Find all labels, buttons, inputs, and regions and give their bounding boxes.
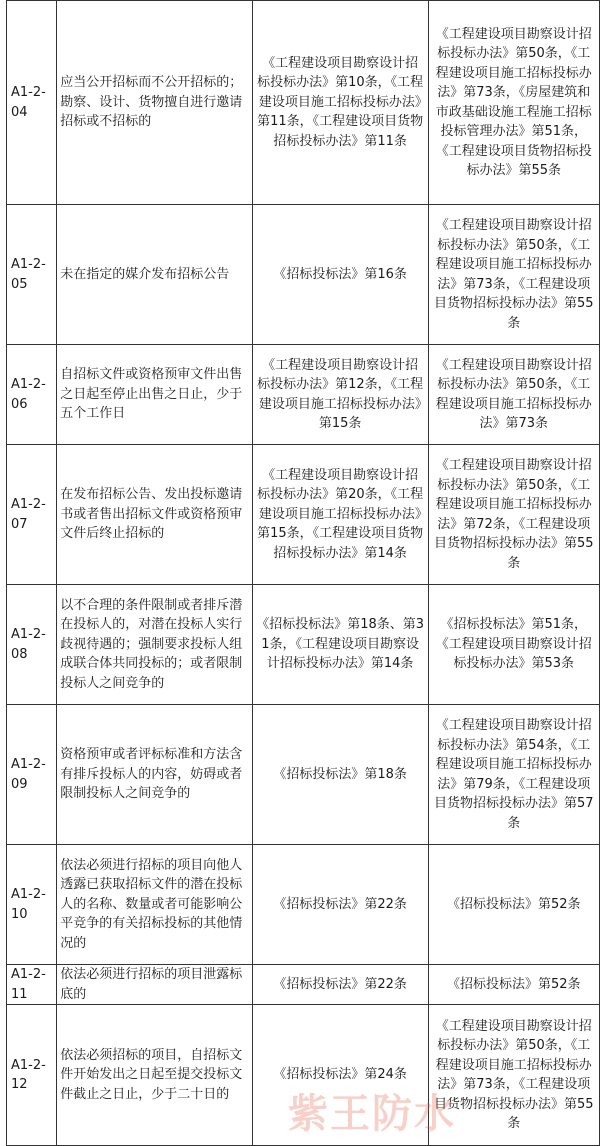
- row-code: A1-2-06: [7, 345, 57, 445]
- row-code: A1-2-05: [7, 205, 57, 345]
- row-description: 依法必须进行招标的项目向他人透露已获取招标文件的潜在投标人的名称、数量或者可能影响公平竞争的有关招标投标的其他情况的: [57, 845, 252, 965]
- row-code: A1-2-07: [7, 445, 57, 585]
- row-penalty-law: 《招标投标法》第52条: [428, 845, 599, 965]
- row-penalty-law: 《工程建设项目勘察设计招标投标办法》第50条，《工程建设项目施工招标投标办法》第73条，《工程建设项目货物招标投标办法》第55条: [428, 205, 599, 345]
- row-code: A1-2-10: [7, 845, 57, 965]
- row-basis-law: 《招标投标法》第18条、第31条，《工程建设项目勘察设计招标投标办法》第14条: [252, 585, 428, 705]
- row-code: A1-2-04: [7, 1, 57, 205]
- row-basis-law: 《招标投标法》第16条: [252, 205, 428, 345]
- row-basis-law: 《工程建设项目勘察设计招标投标办法》第20条，《工程建设项目施工招标投标办法》第15条，《工程建设项目货物招标投标办法》第14条: [252, 445, 428, 585]
- row-basis-law: 《工程建设项目勘察设计招标投标办法》第10条，《工程建设项目施工招标投标办法》第11条，《工程建设项目货物招标投标办法》第11条: [252, 1, 428, 205]
- row-description: 自招标文件或资格预审文件出售之日起至停止出售之日止，少于五个工作日: [57, 345, 252, 445]
- table-row: [7, 205, 600, 345]
- row-code: A1-2-11: [7, 965, 57, 1005]
- table-row: [7, 965, 600, 1005]
- row-penalty-law: 《工程建设项目勘察设计招标投标办法》第50条，《工程建设项目施工招标投标办法》第73条，《工程建设项目货物招标投标办法》第55条: [428, 1005, 599, 1146]
- regulation-table: [6, 0, 600, 1146]
- row-basis-law: 《招标投标法》第22条: [252, 845, 428, 965]
- row-description: 资格预审或者评标标准和方法含有排斥投标人的内容，妨碍或者限制投标人之间竞争的: [57, 705, 252, 845]
- table-row: [7, 345, 600, 445]
- row-code: A1-2-08: [7, 585, 57, 705]
- row-penalty-law: 《工程建设项目勘察设计招标投标办法》第50条，《工程建设项目施工招标投标办法》第73条: [428, 345, 599, 445]
- row-description: 依法必须招标的项目，自招标文件开始发出之日起至提交投标文件截止之日止，少于二十日的: [57, 1005, 252, 1146]
- table-row: [7, 1, 600, 205]
- row-basis-law: 《招标投标法》第24条: [252, 1005, 428, 1146]
- table-row: [7, 445, 600, 585]
- row-description: 在发布招标公告、发出投标邀请书或者售出招标文件或资格预审文件后终止招标的: [57, 445, 252, 585]
- row-description: 应当公开招标而不公开招标的；勘察、设计、货物擅自进行邀请招标或不招标的: [57, 1, 252, 205]
- row-description: 未在指定的媒介发布招标公告: [57, 205, 252, 345]
- row-penalty-law: 《招标投标法》第51条，《工程建设项目勘察设计招标投标办法》第53条: [428, 585, 599, 705]
- table-row: [7, 845, 600, 965]
- row-description: 依法必须进行招标的项目泄露标底的: [57, 965, 252, 1005]
- row-penalty-law: 《工程建设项目勘察设计招标投标办法》第54条，《工程建设项目施工招标投标办法》第79条，《工程建设项目货物招标投标办法》第57条: [428, 705, 599, 845]
- row-code: A1-2-12: [7, 1005, 57, 1146]
- watermark-logo: 紫王防水: [288, 1091, 456, 1137]
- row-penalty-law: 《工程建设项目勘察设计招标投标办法》第50条，《工程建设项目施工招标投标办法》第72条，《工程建设项目货物招标投标办法》第55条: [428, 445, 599, 585]
- row-description: 以不合理的条件限制或者排斥潜在投标人的，对潜在投标人实行歧视待遇的；强制要求投标人组成联合体共同投标的；或者限制投标人之间竞争的: [57, 585, 252, 705]
- row-code: A1-2-09: [7, 705, 57, 845]
- row-basis-law: 《招标投标法》第22条: [252, 965, 428, 1005]
- table-row: [7, 705, 600, 845]
- row-penalty-law: 《招标投标法》第52条: [428, 965, 599, 1005]
- row-basis-law: 《工程建设项目勘察设计招标投标办法》第12条，《工程建设项目施工招标投标办法》第15条: [252, 345, 428, 445]
- table-row: [7, 585, 600, 705]
- table-row: [7, 1005, 600, 1146]
- row-basis-law: 《招标投标法》第18条: [252, 705, 428, 845]
- row-penalty-law: 《工程建设项目勘察设计招标投标办法》第50条，《工程建设项目施工招标投标办法》第73条，《房屋建筑和市政基础设施工程施工招标投标管理办法》第51条，《工程建设项目货物招标投标办法》第55条: [428, 1, 599, 205]
